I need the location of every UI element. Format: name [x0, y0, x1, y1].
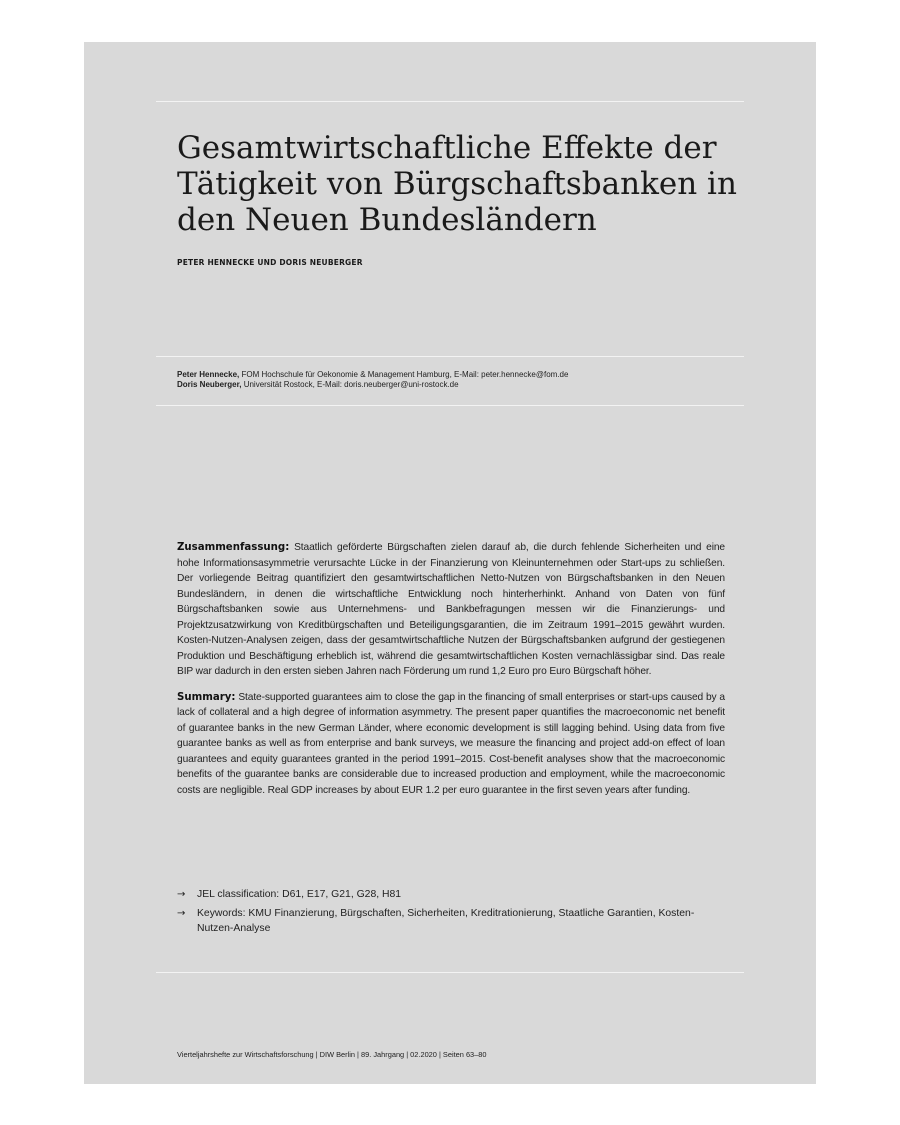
- affiliation-2: [177, 380, 737, 390]
- paper-page: [84, 42, 816, 1084]
- affiliation-2-detail: Universität Rostock, E-Mail: doris.neuberger@uni-rostock.de: [241, 380, 459, 389]
- affiliation-top-rule: [156, 356, 744, 357]
- zusammenfassung-paragraph: [177, 540, 725, 680]
- bottom-rule: [156, 972, 744, 973]
- affiliation-bottom-rule: [156, 405, 744, 406]
- jel-classification: JEL classification: D61, E17, G21, G28, H81: [197, 889, 402, 900]
- classification-section: [177, 887, 725, 940]
- affiliation-1-name: Peter Hennecke,: [177, 370, 240, 379]
- affiliation-1-detail: FOM Hochschule für Oekonomie & Management Hamburg, E-Mail: peter.hennecke@fom.de: [239, 370, 569, 379]
- keywords: Keywords: KMU Finanzierung, Bürgschaften, Sicherheiten, Kreditrationierung, Staatliche Garantien, Kosten-Nutzen-Analyse: [197, 908, 695, 934]
- affiliations: [177, 370, 737, 390]
- journal-footer: Vierteljahrshefte zur Wirtschaftsforschung | DIW Berlin | 89. Jahrgang | 02.2020 | Seiten 63–80: [177, 1050, 487, 1059]
- zusammenfassung-label: Zusammenfassung:: [177, 542, 290, 553]
- keywords-line: [177, 906, 725, 936]
- affiliation-1: [177, 370, 737, 380]
- arrow-right-icon: →: [177, 889, 186, 900]
- summary-label: Summary:: [177, 691, 236, 703]
- author-line: PETER HENNECKE UND DORIS NEUBERGER: [177, 258, 363, 267]
- summary-paragraph: [177, 690, 725, 799]
- paper-title: Gesamtwirtschaftliche Effekte der Tätigkeit von Bürgschaftsbanken in den Neuen Bundesländern: [177, 130, 737, 238]
- top-rule: [156, 101, 744, 102]
- affiliation-2-name: Doris Neuberger,: [177, 380, 242, 389]
- jel-line: [177, 887, 725, 902]
- zusammenfassung-text: Staatlich geförderte Bürgschaften zielen darauf ab, die durch fehlende Sicherheiten und eine hohe Informationsasymmetrie verursachte Lücke in der Finanzierung von Kleinunternehmen oder Start-ups zu schließen. Der vorliegende Beitrag quantifiziert den gesamtwirtschaftlichen Netto-Nutzen von Bürgschaftsbanken in den Neuen Bundesländern, in denen die wirtschaftliche Entwicklung noch hinterherhinkt. Anhand von Daten von fünf Bürgschaftsbanken sowie aus Unternehmens- und Bankbefragungen messen wir die Finanzierungs- und Projektzusatzwirkung von Kreditbürgschaften und Beteiligungsgarantien, die im Zeitraum 1991–2015 gewährt wurden. Kosten-Nutzen-Analysen zeigen, dass der gesamtwirtschaftliche Nutzen der Bürgschaftsbanken aufgrund der gestiegenen Produktion und Beschäftigung erheblich ist, während die gesamtwirtschaftlichen Kosten vernachlässigbar sind. Das reale BIP war dadurch in den ersten sieben Jahren nach Förderung um rund 1,2 Euro pro Euro Bürgschaft höher.: [177, 542, 725, 677]
- abstract-section: [177, 540, 725, 808]
- summary-text: State-supported guarantees aim to close the gap in the financing of small enterprises or start-ups caused by a lack of collateral and a high degree of information asymmetry. The present paper quantifies the macroeconomic net benefit of guarantee banks in the new German Länder, where economic development is still lagging behind. Using data from five guarantee banks as well as from enterprise and bank surveys, we measure the financing and project add-on effect of loan guarantees and equity guarantees granted in the period 1991–2015. Cost-benefit analyses show that the macroeconomic benefits of the guarantee banks are considerable due to increased production and employment, while the macroeconomic costs are negligible. Real GDP increases by about EUR 1.2 per euro guarantee in the first seven years after funding.: [177, 691, 725, 796]
- arrow-right-icon: →: [177, 908, 186, 919]
